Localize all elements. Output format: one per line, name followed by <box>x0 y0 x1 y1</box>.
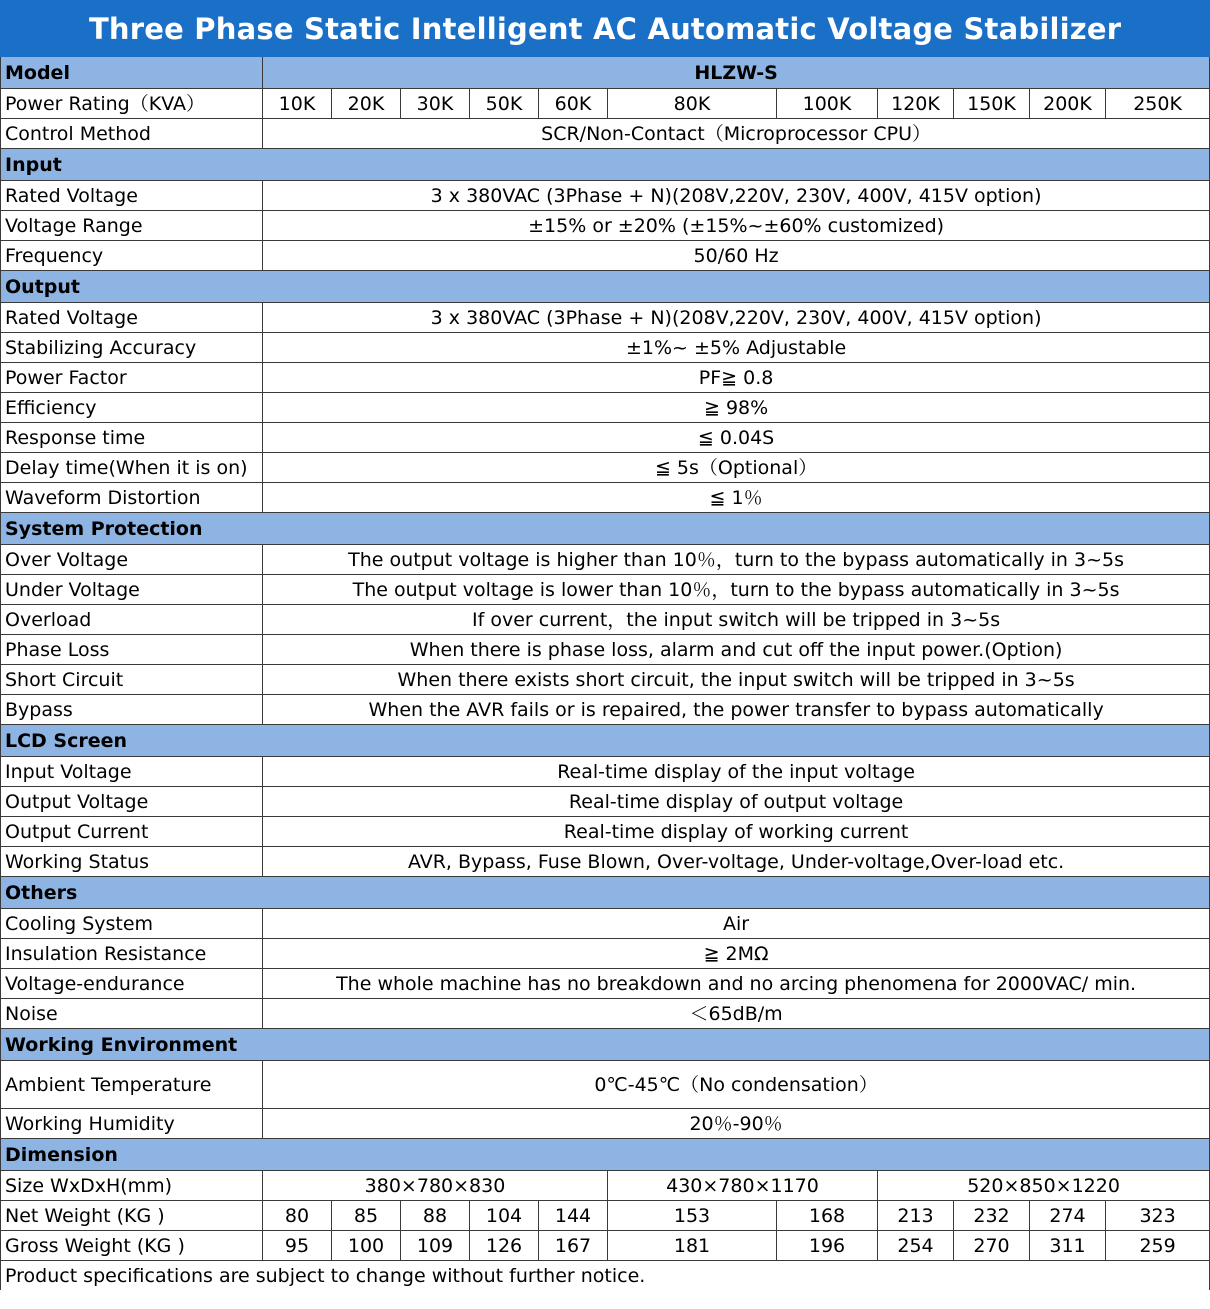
spec-value: ≧ 98% <box>263 393 1210 423</box>
spec-value: Real-time display of working current <box>263 817 1210 847</box>
spec-row <box>1 303 1210 333</box>
spec-value: When there exists short circuit, the input switch will be tripped in 3~5s <box>263 665 1210 695</box>
spec-row <box>1 635 1210 665</box>
gross-weight-cell: 254 <box>878 1231 954 1261</box>
power-rating-row <box>1 89 1210 119</box>
net-weight-cell: 168 <box>777 1201 878 1231</box>
gross-weight-cell: 167 <box>539 1231 608 1261</box>
spec-label: Cooling System <box>1 909 263 939</box>
spec-row <box>1 969 1210 999</box>
gross-weight-cell: 259 <box>1106 1231 1210 1261</box>
spec-row <box>1 605 1210 635</box>
control-method-row <box>1 119 1210 149</box>
spec-label: Efficiency <box>1 393 263 423</box>
control-method-value: SCR/Non-Contact（Microprocessor CPU） <box>263 119 1210 149</box>
spec-row <box>1 817 1210 847</box>
spec-value: AVR, Bypass, Fuse Blown, Over-voltage, Under-voltage,Over-load etc. <box>263 847 1210 877</box>
gross-weight-label: Gross Weight (KG ) <box>1 1231 263 1261</box>
power-rating-label: Power Rating（KVA） <box>1 89 263 119</box>
spec-value: 50/60 Hz <box>263 241 1210 271</box>
spec-value: ±15% or ±20% (±15%~±60% customized) <box>263 211 1210 241</box>
spec-value: ≧ 2MΩ <box>263 939 1210 969</box>
model-label: Model <box>1 57 263 89</box>
spec-value: 3 x 380VAC (3Phase + N)(208V,220V, 230V, 400V, 415V option) <box>263 303 1210 333</box>
net-weight-cell: 144 <box>539 1201 608 1231</box>
spec-label: Under Voltage <box>1 575 263 605</box>
spec-label: Overload <box>1 605 263 635</box>
net-weight-cell: 85 <box>332 1201 401 1231</box>
model-value: HLZW-S <box>263 57 1210 89</box>
spec-value: PF≧ 0.8 <box>263 363 1210 393</box>
power-rating-cell: 60K <box>539 89 608 119</box>
net-weight-cell: 104 <box>470 1201 539 1231</box>
spec-row <box>1 241 1210 271</box>
spec-label: Input Voltage <box>1 757 263 787</box>
gross-weight-cell: 95 <box>263 1231 332 1261</box>
spec-label: Voltage-endurance <box>1 969 263 999</box>
size-label: Size WxDxH(mm) <box>1 1171 263 1201</box>
spec-value: ±1%~ ±5% Adjustable <box>263 333 1210 363</box>
power-rating-cell: 100K <box>777 89 878 119</box>
gross-weight-cell: 181 <box>608 1231 777 1261</box>
spec-value: The output voltage is lower than 10％，turn to the bypass automatically in 3~5s <box>263 575 1210 605</box>
gross-weight-cell: 196 <box>777 1231 878 1261</box>
spec-value: Air <box>263 909 1210 939</box>
spec-row <box>1 695 1210 725</box>
power-rating-cell: 200K <box>1030 89 1106 119</box>
spec-label: Output Current <box>1 817 263 847</box>
spec-label: Insulation Resistance <box>1 939 263 969</box>
spec-label: Working Humidity <box>1 1109 263 1139</box>
net-weight-cell: 80 <box>263 1201 332 1231</box>
spec-row <box>1 211 1210 241</box>
power-rating-cell: 50K <box>470 89 539 119</box>
spec-row <box>1 545 1210 575</box>
size-row <box>1 1171 1210 1201</box>
section-header-lcd: LCD Screen <box>1 725 1210 757</box>
spec-row <box>1 1061 1210 1109</box>
spec-label: Short Circuit <box>1 665 263 695</box>
spec-row <box>1 483 1210 513</box>
spec-value: 0℃-45℃（No condensation） <box>263 1061 1210 1109</box>
spec-label: Delay time(When it is on) <box>1 453 263 483</box>
net-weight-cell: 274 <box>1030 1201 1106 1231</box>
gross-weight-cell: 109 <box>401 1231 470 1261</box>
spec-label: Frequency <box>1 241 263 271</box>
spec-value: ≦ 0.04S <box>263 423 1210 453</box>
section-header-others: Others <box>1 877 1210 909</box>
net-weight-cell: 323 <box>1106 1201 1210 1231</box>
spec-label: Over Voltage <box>1 545 263 575</box>
power-rating-cell: 30K <box>401 89 470 119</box>
size-cell: 520×850×1220 <box>878 1171 1210 1201</box>
power-rating-cell: 120K <box>878 89 954 119</box>
spec-value: The output voltage is higher than 10％，turn to the bypass automatically in 3~5s <box>263 545 1210 575</box>
gross-weight-cell: 311 <box>1030 1231 1106 1261</box>
spec-row <box>1 787 1210 817</box>
spec-row <box>1 665 1210 695</box>
net-weight-cell: 153 <box>608 1201 777 1231</box>
section-header-output: Output <box>1 271 1210 303</box>
spec-value: 20％-90％ <box>263 1109 1210 1139</box>
section-header-environment: Working Environment <box>1 1029 1210 1061</box>
power-rating-cell: 10K <box>263 89 332 119</box>
spec-value: 3 x 380VAC (3Phase + N)(208V,220V, 230V, 400V, 415V option) <box>263 181 1210 211</box>
power-rating-cell: 80K <box>608 89 777 119</box>
spec-row <box>1 423 1210 453</box>
spec-value: ≦ 1％ <box>263 483 1210 513</box>
power-rating-cell: 150K <box>954 89 1030 119</box>
spec-row <box>1 757 1210 787</box>
spec-row <box>1 453 1210 483</box>
net-weight-label: Net Weight (KG ) <box>1 1201 263 1231</box>
spec-label: Voltage Range <box>1 211 263 241</box>
spec-label: Waveform Distortion <box>1 483 263 513</box>
spec-label: Output Voltage <box>1 787 263 817</box>
spec-value: Real-time display of the input voltage <box>263 757 1210 787</box>
net-weight-cell: 232 <box>954 1201 1030 1231</box>
spec-row <box>1 181 1210 211</box>
spec-row <box>1 393 1210 423</box>
spec-row <box>1 363 1210 393</box>
spec-value: ≦ 5s（Optional） <box>263 453 1210 483</box>
gross-weight-cell: 126 <box>470 1231 539 1261</box>
spec-label: Rated Voltage <box>1 181 263 211</box>
power-rating-cell: 20K <box>332 89 401 119</box>
section-header-input: Input <box>1 149 1210 181</box>
spec-row <box>1 333 1210 363</box>
spec-label: Phase Loss <box>1 635 263 665</box>
spec-label: Working Status <box>1 847 263 877</box>
net-weight-cell: 213 <box>878 1201 954 1231</box>
size-cell: 380×780×830 <box>263 1171 608 1201</box>
spec-label: Bypass <box>1 695 263 725</box>
spec-row <box>1 1109 1210 1139</box>
spec-row <box>1 939 1210 969</box>
spec-label: Stabilizing Accuracy <box>1 333 263 363</box>
section-header-dimension: Dimension <box>1 1139 1210 1171</box>
gross-weight-cell: 270 <box>954 1231 1030 1261</box>
power-rating-cell: 250K <box>1106 89 1210 119</box>
size-cell: 430×780×1170 <box>608 1171 878 1201</box>
footer-note: Product specifications are subject to change without further notice. <box>1 1261 1210 1291</box>
net-weight-cell: 88 <box>401 1201 470 1231</box>
spec-label: Ambient Temperature <box>1 1061 263 1109</box>
spec-label: Power Factor <box>1 363 263 393</box>
spec-value: The whole machine has no breakdown and no arcing phenomena for 2000VAC/ min. <box>263 969 1210 999</box>
spec-row <box>1 909 1210 939</box>
spec-label: Rated Voltage <box>1 303 263 333</box>
spec-value: When there is phase loss, alarm and cut off the input power.(Option) <box>263 635 1210 665</box>
spec-value: When the AVR fails or is repaired, the power transfer to bypass automatically <box>263 695 1210 725</box>
spec-label: Noise <box>1 999 263 1029</box>
gross-weight-row <box>1 1231 1210 1261</box>
spec-row <box>1 575 1210 605</box>
spec-value: ＜65dB/m <box>263 999 1210 1029</box>
spec-value: If over current，the input switch will be tripped in 3~5s <box>263 605 1210 635</box>
spec-row <box>1 999 1210 1029</box>
gross-weight-cell: 100 <box>332 1231 401 1261</box>
page-title: Three Phase Static Intelligent AC Automatic Voltage Stabilizer <box>1 1 1210 57</box>
spec-value: Real-time display of output voltage <box>263 787 1210 817</box>
net-weight-row <box>1 1201 1210 1231</box>
spec-label: Response time <box>1 423 263 453</box>
control-method-label: Control Method <box>1 119 263 149</box>
spec-row <box>1 847 1210 877</box>
section-header-protection: System Protection <box>1 513 1210 545</box>
